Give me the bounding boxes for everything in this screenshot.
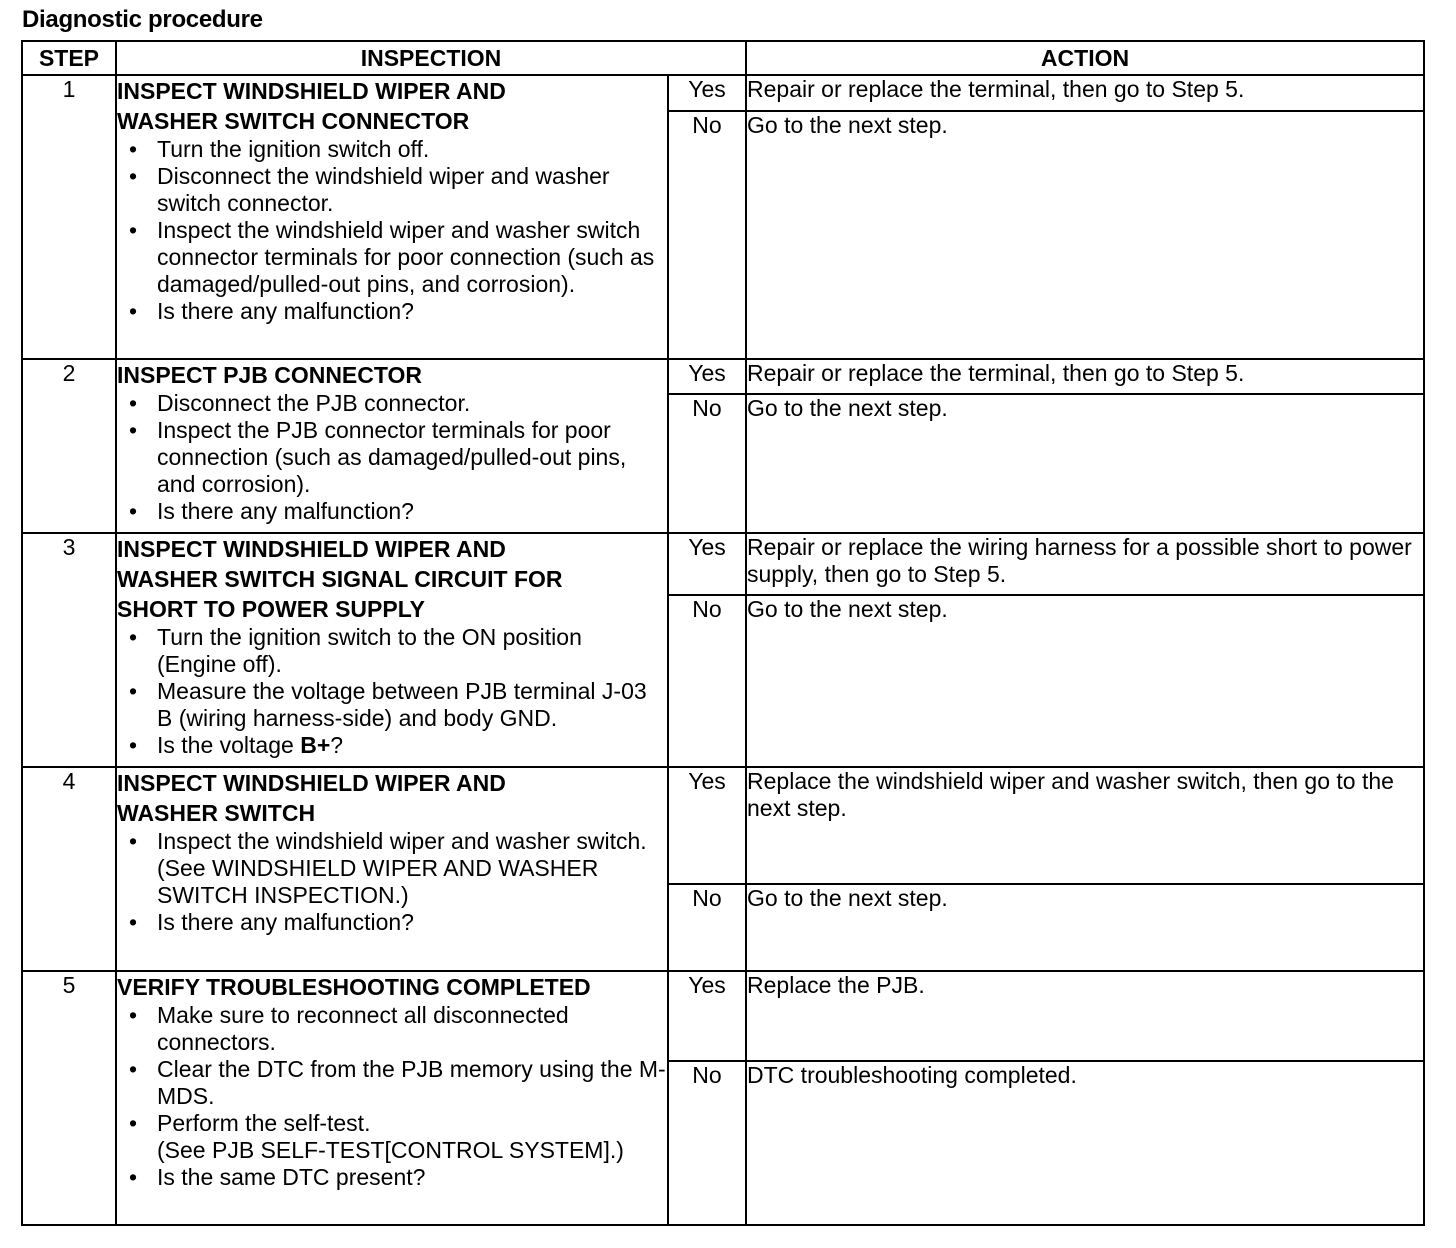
- inspection-cell: [116, 533, 668, 767]
- page-title: Diagnostic procedure: [22, 6, 263, 33]
- list-item: • Is the voltage B+?: [117, 732, 667, 759]
- inspection-heading: INSPECT WINDSHIELD WIPER AND WASHER SWITCH: [117, 770, 506, 826]
- inspection-cell: [116, 75, 668, 359]
- list-item: • Is there any malfunction?: [117, 909, 667, 936]
- no-action: Go to the next step.: [746, 884, 1424, 971]
- no-label: No: [668, 111, 746, 359]
- yes-label: Yes: [668, 359, 746, 394]
- step-4-yes-row: [22, 767, 1424, 884]
- no-action: Go to the next step.: [746, 111, 1424, 359]
- action-header: ACTION: [746, 41, 1424, 75]
- yes-action: Replace the PJB.: [746, 971, 1424, 1061]
- yes-action: Repair or replace the wiring harness for a possible short to power supply, then go to Step 5.: [746, 533, 1424, 595]
- inspection-bullets: [117, 624, 667, 759]
- no-action: Go to the next step.: [746, 595, 1424, 767]
- list-item: • Inspect the windshield wiper and washer switch. (See WINDSHIELD WIPER AND WASHER SWITCH INSPECTION.): [117, 828, 667, 909]
- step-3-yes-row: [22, 533, 1424, 595]
- step-number: 1: [22, 75, 116, 359]
- inspection-cell: [116, 359, 668, 533]
- no-label: No: [668, 884, 746, 971]
- list-item: • Inspect the PJB connector terminals for poor connection (such as damaged/pulled-out pins, and corrosion).: [117, 417, 667, 498]
- inspection-cell: [116, 971, 668, 1225]
- yes-label: Yes: [668, 533, 746, 595]
- inspection-bullets: [117, 828, 667, 936]
- inspection-cell: [116, 767, 668, 971]
- step-5-yes-row: [22, 971, 1424, 1061]
- inspection-heading: INSPECT PJB CONNECTOR: [117, 362, 423, 388]
- list-item: • Disconnect the windshield wiper and washer switch connector.: [117, 163, 667, 217]
- step-2-yes-row: [22, 359, 1424, 394]
- inspection-heading: VERIFY TROUBLESHOOTING COMPLETED: [117, 974, 591, 1000]
- list-item: • Perform the self-test. (See PJB SELF-TEST[CONTROL SYSTEM].): [117, 1110, 667, 1164]
- yes-label: Yes: [668, 75, 746, 111]
- step-number: 4: [22, 767, 116, 971]
- list-item: • Disconnect the PJB connector.: [117, 390, 667, 417]
- step-number: 3: [22, 533, 116, 767]
- inspection-heading: INSPECT WINDSHIELD WIPER AND WASHER SWITCH CONNECTOR: [117, 78, 506, 134]
- list-item: • Turn the ignition switch to the ON position (Engine off).: [117, 624, 667, 678]
- yes-action: Repair or replace the terminal, then go to Step 5.: [746, 75, 1424, 111]
- step-1-yes-row: [22, 75, 1424, 111]
- step-number: 2: [22, 359, 116, 533]
- list-item: • Inspect the windshield wiper and washer switch connector terminals for poor connection (such as damaged/pulled-out pins, and corrosion).: [117, 217, 667, 298]
- see-reference: (See PJB SELF-TEST[CONTROL SYSTEM].): [157, 1137, 624, 1163]
- inspection-bullets: [117, 1002, 667, 1191]
- diagnostic-table: [21, 40, 1425, 1226]
- inspection-heading: INSPECT WINDSHIELD WIPER AND WASHER SWITCH SIGNAL CIRCUIT FOR SHORT TO POWER SUPPLY: [117, 536, 563, 622]
- list-item: • Is the same DTC present?: [117, 1164, 667, 1191]
- no-action: DTC troubleshooting completed.: [746, 1061, 1424, 1225]
- no-label: No: [668, 595, 746, 767]
- yes-label: Yes: [668, 971, 746, 1061]
- yes-action: Replace the windshield wiper and washer switch, then go to the next step.: [746, 767, 1424, 884]
- no-action: Go to the next step.: [746, 394, 1424, 533]
- inspection-bullets: [117, 390, 667, 525]
- no-label: No: [668, 1061, 746, 1225]
- step-number: 5: [22, 971, 116, 1225]
- yes-label: Yes: [668, 767, 746, 884]
- no-label: No: [668, 394, 746, 533]
- list-item: • Measure the voltage between PJB terminal J-03 B (wiring harness-side) and body GND.: [117, 678, 667, 732]
- list-item: • Clear the DTC from the PJB memory using the M-MDS.: [117, 1056, 667, 1110]
- step-header: STEP: [22, 41, 116, 75]
- inspection-header: INSPECTION: [116, 41, 746, 75]
- voltage-value: B+: [300, 732, 331, 758]
- list-item: • Make sure to reconnect all disconnected connectors.: [117, 1002, 667, 1056]
- list-item: • Turn the ignition switch off.: [117, 136, 667, 163]
- list-item: • Is there any malfunction?: [117, 498, 667, 525]
- list-item: • Is there any malfunction?: [117, 298, 667, 325]
- header-row: [22, 41, 1424, 75]
- inspection-bullets: [117, 136, 667, 325]
- yes-action: Repair or replace the terminal, then go to Step 5.: [746, 359, 1424, 394]
- see-reference: (See WINDSHIELD WIPER AND WASHER SWITCH INSPECTION.): [157, 855, 599, 908]
